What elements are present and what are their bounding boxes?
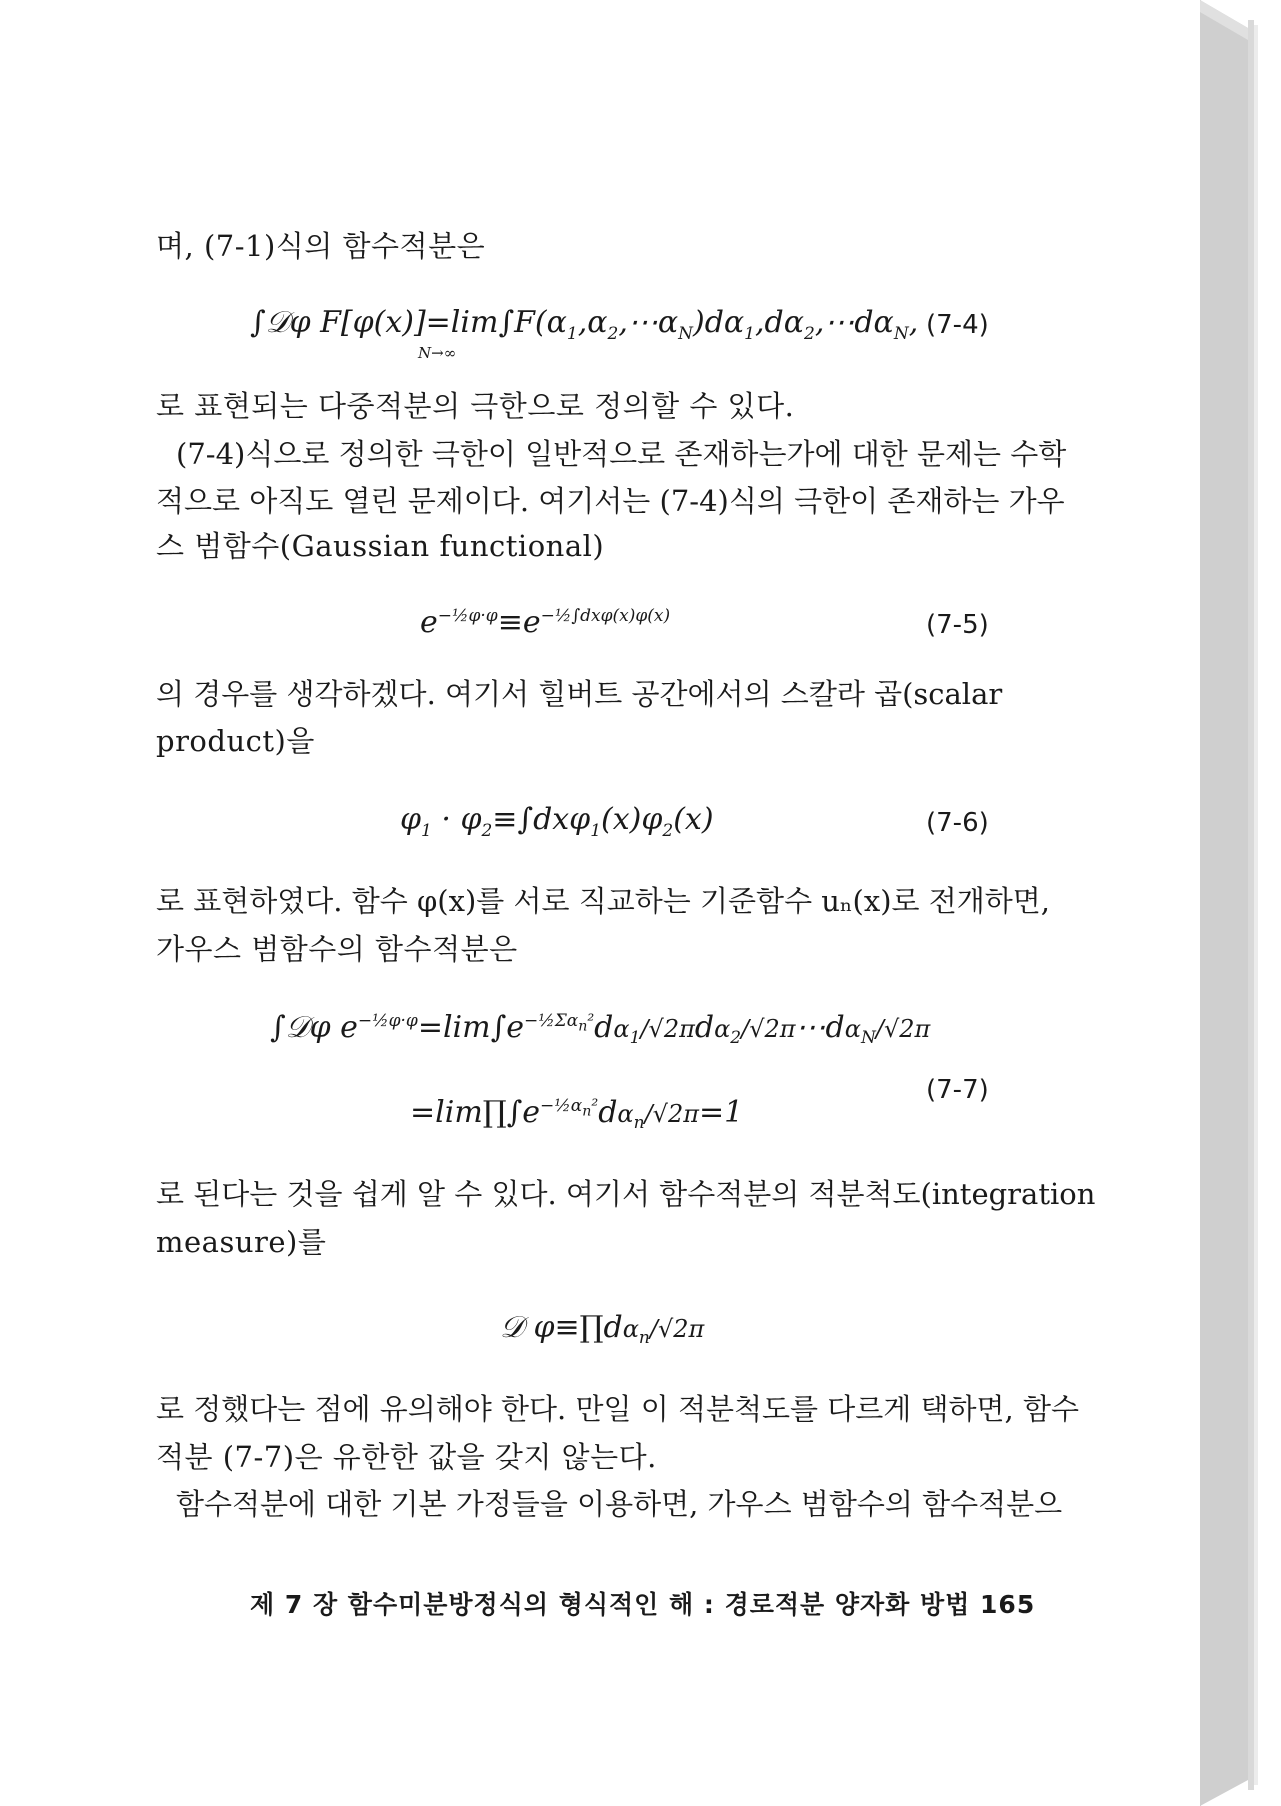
page-edge [1200,0,1248,1806]
text-line: 로 표현되는 다중적분의 극한으로 정의할 수 있다. [156,389,795,423]
text-line-content: 로 표현하였다. 함수 φ(x)를 서로 직교하는 기준함수 uₙ(x)로 전개하면, [156,884,1051,918]
limit-subscript: N→∞ [418,344,457,362]
equation-7-4: ∫𝒟φ $F[\varphi(x)]=\lim\int F(\alpha_1,\alpha_2,\cdots\alpha_N)d\alpha_1,d\alpha_2,\cdots d\alpha_N$, [250,305,919,344]
text-line: measure)를 [156,1225,327,1259]
equation-7-6: $\varphi_1 \cdot \varphi_2\equiv\int dx\varphi_1(x)\varphi_2(x)$ [400,802,714,841]
equation-number: (7-6) [926,808,989,838]
text-line: 며, (7-1)식의 함수적분은 [156,229,486,263]
text-line: product)을 [156,724,315,758]
equation-7-7-line1: ∫𝒟φ $e^{-\frac{1}{2}\varphi\cdot\varphi}=\lim\int e^{-\frac{1}{2}\Sigma\alpha_n^2}d\alpha_1/√2\pi d\alpha_2/√2\pi\cdots d\alpha_N/√2\pi$ [270,1010,931,1048]
page-footer: 제 7 장 함수미분방정식의 형식적인 해 : 경로적분 양자화 방법 165 [250,1590,1036,1619]
text-line-content: 적으로 아직도 열린 문제이다. 여기서는 (7-4)식의 극한이 존재하는 가우 [156,484,1065,518]
equation-measure: 𝒟 $\varphi\equiv\prod d\alpha_n/√2\pi$ [500,1310,705,1348]
text-line [156,884,1051,918]
text-line-content: (7-4)식으로 정의한 극한이 일반적으로 존재하는가에 대한 문제는 수학 [176,437,1067,471]
text-line [156,677,1014,711]
text-line-content: 함수적분에 대한 기본 가정들을 이용하면, 가우스 범함수의 함수적분으 [176,1487,1063,1521]
text-line: 적분 (7-7)은 유한한 값을 갖지 않는다. [156,1440,657,1474]
text-line-content: 의 경우를 생각하겠다. 여기서 힐버트 공간에서의 스칼라 곱(scalar [156,677,1003,711]
text-line: 스 범함수(Gaussian functional) [156,529,605,563]
text-line [176,437,1067,471]
text-line [156,1177,1096,1211]
equation-7-7-line2: $=\lim\prod\int e^{-\frac{1}{2}\alpha_n^2}d\alpha_n/√2\pi=1$ [410,1095,744,1133]
text-line [156,1392,1080,1426]
page-shadow [1248,0,1281,1806]
equation-number: (7-7) [926,1075,989,1105]
text-line-content: 로 된다는 것을 쉽게 알 수 있다. 여기서 함수적분의 적분척도(integration [156,1177,1096,1211]
text-line: 가우스 범함수의 함수적분은 [156,932,518,966]
equation-number: (7-4) [926,310,989,340]
text-line [176,1487,1063,1521]
text-line [156,484,1065,518]
equation-number: (7-5) [926,610,989,640]
text-line-content: 로 정했다는 점에 유의해야 한다. 만일 이 적분척도를 다르게 택하면, 함수 [156,1392,1080,1426]
equation-7-5: $e^{-\frac{1}{2}\varphi\cdot\varphi}\equiv e^{-\frac{1}{2}\int dx\varphi(x)\varphi(x)}$ [420,605,671,640]
